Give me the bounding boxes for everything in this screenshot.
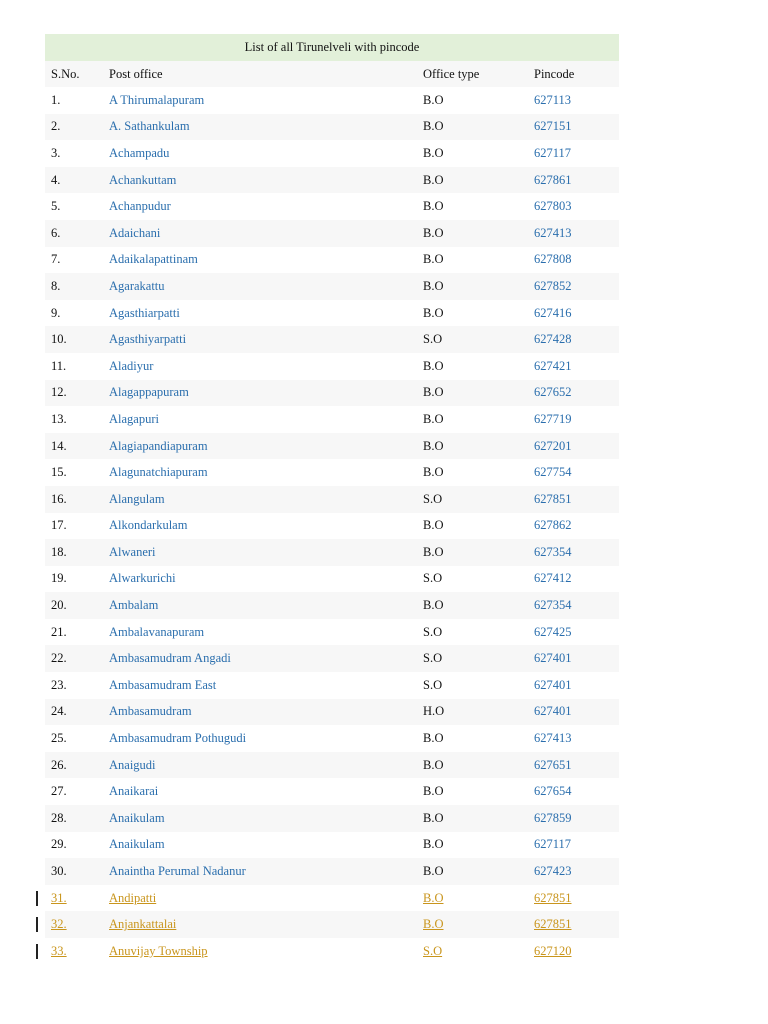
- row-sno: 30.: [51, 864, 67, 879]
- office-type-value: S.O: [423, 332, 443, 347]
- row-office-type: [423, 864, 534, 879]
- selection-marker: [36, 891, 38, 906]
- post-office-link[interactable]: Adaichani: [109, 225, 161, 240]
- post-office-link[interactable]: Ambasamudram Angadi: [109, 651, 231, 666]
- row-pincode: [534, 93, 619, 108]
- row-post-office: [109, 199, 423, 214]
- pincode-link[interactable]: 627851: [534, 917, 572, 932]
- post-office-link[interactable]: Andipatti: [109, 890, 157, 905]
- office-type-value: B.O: [423, 225, 444, 240]
- office-type-value: S.O: [423, 624, 443, 639]
- row-office-type: [423, 332, 534, 347]
- row-sno: 5.: [51, 199, 61, 214]
- row-post-office: [109, 864, 423, 879]
- row-office-type: [423, 545, 534, 560]
- post-office-link[interactable]: Anuvijay Township: [109, 943, 208, 958]
- table-row: [45, 513, 619, 540]
- post-office-link[interactable]: A. Sathankulam: [109, 119, 190, 134]
- row-office-type: [423, 758, 534, 773]
- row-post-office: [109, 306, 423, 321]
- office-type-value: B.O: [423, 119, 444, 134]
- row-post-office: [109, 279, 423, 294]
- pincode-link[interactable]: 627851: [534, 890, 572, 905]
- pincode-link[interactable]: 627852: [534, 278, 572, 293]
- row-sno: 12.: [51, 385, 67, 400]
- row-pincode: [534, 891, 619, 906]
- row-post-office: [109, 917, 423, 932]
- post-office-link[interactable]: Anaikulam: [109, 837, 165, 852]
- table-row: [45, 326, 619, 353]
- table-row: [45, 858, 619, 885]
- office-type-value: S.O: [423, 491, 443, 506]
- pincode-table: [45, 34, 619, 965]
- row-sno: 25.: [51, 731, 67, 746]
- pincode-link[interactable]: 627803: [534, 199, 572, 214]
- row-sno: 11.: [51, 358, 67, 373]
- office-type-value: B.O: [423, 784, 444, 799]
- row-office-type: [423, 306, 534, 321]
- row-pincode: [534, 412, 619, 427]
- row-sno: 6.: [51, 225, 61, 240]
- pincode-link[interactable]: 627120: [534, 943, 572, 958]
- row-post-office: [109, 598, 423, 613]
- office-type-value: B.O: [423, 252, 444, 267]
- row-office-type: [423, 811, 534, 826]
- post-office-link[interactable]: Alagapuri: [109, 411, 159, 426]
- pincode-link[interactable]: 627413: [534, 731, 572, 746]
- row-pincode: [534, 811, 619, 826]
- row-post-office: [109, 119, 423, 134]
- row-office-type: [423, 279, 534, 294]
- office-type-value: B.O: [423, 731, 444, 746]
- table-row: [45, 885, 619, 912]
- header-office-type: Office type: [423, 66, 480, 81]
- pincode-link[interactable]: 627401: [534, 651, 572, 666]
- row-pincode: [534, 119, 619, 134]
- table-row: [45, 220, 619, 247]
- office-type-value: H.O: [423, 704, 445, 719]
- table-row: [45, 592, 619, 619]
- post-office-link[interactable]: Anaikulam: [109, 810, 165, 825]
- pincode-link[interactable]: 627719: [534, 411, 572, 426]
- row-sno: 8.: [51, 278, 61, 293]
- post-office-link[interactable]: Alagappapuram: [109, 385, 189, 400]
- table-row: [45, 619, 619, 646]
- row-sno: 33.: [51, 943, 67, 958]
- post-office-link[interactable]: Agarakattu: [109, 278, 165, 293]
- post-office-link[interactable]: Anjankattalai: [109, 917, 177, 932]
- table-row: [45, 539, 619, 566]
- post-office-link[interactable]: Alwaneri: [109, 544, 156, 559]
- table-row: [45, 486, 619, 513]
- pincode-link[interactable]: 627654: [534, 784, 572, 799]
- row-office-type: [423, 837, 534, 852]
- pincode-link[interactable]: 627113: [534, 92, 572, 107]
- table-row: [45, 725, 619, 752]
- post-office-link[interactable]: Adaikalapattinam: [109, 252, 198, 267]
- row-post-office: [109, 465, 423, 480]
- row-pincode: [534, 625, 619, 640]
- row-pincode: [534, 837, 619, 852]
- office-type-value: B.O: [423, 411, 444, 426]
- table-row: [45, 911, 619, 938]
- office-type-value: B.O: [423, 518, 444, 533]
- office-type-value: B.O: [423, 757, 444, 772]
- office-type-value: B.O: [423, 438, 444, 453]
- post-office-link[interactable]: Ambasamudram Pothugudi: [109, 731, 247, 746]
- row-office-type: [423, 518, 534, 533]
- post-office-link[interactable]: Achanpudur: [109, 199, 171, 214]
- pincode-link[interactable]: 627151: [534, 119, 572, 134]
- pincode-link[interactable]: 627652: [534, 385, 572, 400]
- row-post-office: [109, 545, 423, 560]
- office-type-value: B.O: [423, 465, 444, 480]
- header-pincode: Pincode: [534, 66, 575, 81]
- row-pincode: [534, 598, 619, 613]
- post-office-link[interactable]: Anaintha Perumal Nadanur: [109, 864, 246, 879]
- row-post-office: [109, 146, 423, 161]
- row-office-type: [423, 199, 534, 214]
- row-pincode: [534, 146, 619, 161]
- pincode-link[interactable]: 627651: [534, 757, 572, 772]
- row-sno: 29.: [51, 837, 67, 852]
- row-sno: 19.: [51, 571, 67, 586]
- table-row: [45, 459, 619, 486]
- row-sno: 28.: [51, 810, 67, 825]
- row-post-office: [109, 359, 423, 374]
- row-pincode: [534, 226, 619, 241]
- office-type-value[interactable]: B.O: [423, 890, 444, 905]
- row-office-type: [423, 917, 534, 932]
- row-post-office: [109, 332, 423, 347]
- post-office-link[interactable]: Alkondarkulam: [109, 518, 188, 533]
- row-post-office: [109, 93, 423, 108]
- office-type-value: B.O: [423, 864, 444, 879]
- header-post-office: Post office: [109, 66, 163, 81]
- table-row: [45, 87, 619, 114]
- row-pincode: [534, 385, 619, 400]
- table-body: [45, 87, 619, 965]
- row-post-office: [109, 891, 423, 906]
- pincode-link[interactable]: 627413: [534, 225, 572, 240]
- row-office-type: [423, 146, 534, 161]
- table-row: [45, 805, 619, 832]
- table-row: [45, 114, 619, 141]
- row-post-office: [109, 412, 423, 427]
- post-office-link[interactable]: Alagiapandiapuram: [109, 438, 208, 453]
- row-post-office: [109, 731, 423, 746]
- row-pincode: [534, 864, 619, 879]
- office-type-value: S.O: [423, 651, 443, 666]
- row-office-type: [423, 678, 534, 693]
- row-post-office: [109, 651, 423, 666]
- office-type-value: B.O: [423, 810, 444, 825]
- row-sno: 27.: [51, 784, 67, 799]
- row-pincode: [534, 651, 619, 666]
- row-pincode: [534, 678, 619, 693]
- pincode-link[interactable]: 627354: [534, 544, 572, 559]
- row-sno: 17.: [51, 518, 67, 533]
- office-type-value: B.O: [423, 837, 444, 852]
- pincode-link[interactable]: 627401: [534, 677, 572, 692]
- office-type-value: B.O: [423, 385, 444, 400]
- office-type-value: S.O: [423, 677, 443, 692]
- row-office-type: [423, 465, 534, 480]
- row-post-office: [109, 704, 423, 719]
- selection-marker: [36, 917, 38, 932]
- row-post-office: [109, 944, 423, 959]
- post-office-link[interactable]: Aladiyur: [109, 358, 154, 373]
- table-row: [45, 752, 619, 779]
- row-sno: 23.: [51, 677, 67, 692]
- row-pincode: [534, 917, 619, 932]
- table-row: [45, 406, 619, 433]
- row-sno: 9.: [51, 305, 61, 320]
- row-sno: 18.: [51, 544, 67, 559]
- row-office-type: [423, 119, 534, 134]
- table-row: [45, 353, 619, 380]
- row-sno: 32.: [51, 917, 67, 932]
- row-pincode: [534, 359, 619, 374]
- post-office-link[interactable]: Ambalavanapuram: [109, 624, 205, 639]
- row-office-type: [423, 651, 534, 666]
- row-sno: 10.: [51, 332, 67, 347]
- row-sno: 3.: [51, 145, 61, 160]
- row-office-type: [423, 571, 534, 586]
- table-row: [45, 832, 619, 859]
- pincode-link[interactable]: 627423: [534, 864, 572, 879]
- table-row: [45, 645, 619, 672]
- header-sno: S.No.: [51, 66, 80, 81]
- row-sno: 16.: [51, 491, 67, 506]
- table-row: [45, 699, 619, 726]
- row-post-office: [109, 518, 423, 533]
- row-office-type: [423, 944, 534, 959]
- pincode-link[interactable]: 627425: [534, 624, 572, 639]
- pincode-link[interactable]: 627421: [534, 358, 572, 373]
- office-type-value: B.O: [423, 358, 444, 373]
- row-post-office: [109, 784, 423, 799]
- row-post-office: [109, 837, 423, 852]
- row-office-type: [423, 731, 534, 746]
- pincode-link[interactable]: 627412: [534, 571, 572, 586]
- office-type-value: B.O: [423, 278, 444, 293]
- office-type-value: B.O: [423, 92, 444, 107]
- post-office-link[interactable]: Anaigudi: [109, 757, 156, 772]
- table-row: [45, 300, 619, 327]
- row-post-office: [109, 571, 423, 586]
- row-pincode: [534, 439, 619, 454]
- post-office-link[interactable]: Anaikarai: [109, 784, 159, 799]
- office-type-value: B.O: [423, 305, 444, 320]
- row-office-type: [423, 173, 534, 188]
- post-office-link[interactable]: Achankuttam: [109, 172, 177, 187]
- row-sno: 13.: [51, 411, 67, 426]
- pincode-link[interactable]: 627117: [534, 145, 572, 160]
- row-office-type: [423, 625, 534, 640]
- table-row: [45, 140, 619, 167]
- office-type-value: B.O: [423, 172, 444, 187]
- row-pincode: [534, 306, 619, 321]
- pincode-link[interactable]: 627851: [534, 491, 572, 506]
- row-office-type: [423, 226, 534, 241]
- row-post-office: [109, 758, 423, 773]
- pincode-link[interactable]: 627201: [534, 438, 572, 453]
- row-post-office: [109, 385, 423, 400]
- table-row: [45, 193, 619, 220]
- row-pincode: [534, 173, 619, 188]
- table-title: List of all Tirunelveli with pincode: [45, 34, 619, 61]
- row-pincode: [534, 545, 619, 560]
- table-header-row: [45, 61, 619, 87]
- row-post-office: [109, 492, 423, 507]
- row-sno: 21.: [51, 624, 67, 639]
- post-office-link[interactable]: Agasthiarpatti: [109, 305, 180, 320]
- row-office-type: [423, 704, 534, 719]
- pincode-link[interactable]: 627861: [534, 172, 572, 187]
- row-sno: 4.: [51, 172, 61, 187]
- row-office-type: [423, 359, 534, 374]
- pincode-link[interactable]: 627354: [534, 598, 572, 613]
- table-row: [45, 433, 619, 460]
- row-pincode: [534, 518, 619, 533]
- office-type-value[interactable]: S.O: [423, 943, 443, 958]
- office-type-value: B.O: [423, 544, 444, 559]
- row-office-type: [423, 93, 534, 108]
- table-row: [45, 167, 619, 194]
- row-pincode: [534, 704, 619, 719]
- pincode-link[interactable]: 627862: [534, 518, 572, 533]
- row-pincode: [534, 199, 619, 214]
- row-sno: 31.: [51, 890, 67, 905]
- pincode-link[interactable]: 627117: [534, 837, 572, 852]
- post-office-link[interactable]: Alangulam: [109, 491, 165, 506]
- row-sno: 26.: [51, 757, 67, 772]
- pincode-link[interactable]: 627416: [534, 305, 572, 320]
- post-office-link[interactable]: A Thirumalapuram: [109, 92, 205, 107]
- row-post-office: [109, 439, 423, 454]
- post-office-link[interactable]: Ambasamudram East: [109, 677, 217, 692]
- office-type-value: B.O: [423, 598, 444, 613]
- pincode-link[interactable]: 627401: [534, 704, 572, 719]
- row-office-type: [423, 439, 534, 454]
- post-office-link[interactable]: Ambalam: [109, 598, 159, 613]
- row-office-type: [423, 891, 534, 906]
- row-office-type: [423, 784, 534, 799]
- row-post-office: [109, 173, 423, 188]
- row-office-type: [423, 412, 534, 427]
- row-office-type: [423, 385, 534, 400]
- table-row: [45, 566, 619, 593]
- row-sno: 7.: [51, 252, 61, 267]
- row-pincode: [534, 784, 619, 799]
- table-row: [45, 778, 619, 805]
- pincode-link[interactable]: 627754: [534, 465, 572, 480]
- row-pincode: [534, 758, 619, 773]
- table-row: [45, 672, 619, 699]
- row-office-type: [423, 252, 534, 267]
- table-row: [45, 273, 619, 300]
- row-post-office: [109, 252, 423, 267]
- row-sno: 24.: [51, 704, 67, 719]
- row-pincode: [534, 492, 619, 507]
- post-office-link[interactable]: Alagunatchiapuram: [109, 465, 208, 480]
- office-type-value[interactable]: B.O: [423, 917, 444, 932]
- pincode-link[interactable]: 627808: [534, 252, 572, 267]
- table-row: [45, 380, 619, 407]
- post-office-link[interactable]: Ambasamudram: [109, 704, 192, 719]
- post-office-link[interactable]: Achampadu: [109, 145, 170, 160]
- row-sno: 15.: [51, 465, 67, 480]
- row-pincode: [534, 279, 619, 294]
- row-pincode: [534, 944, 619, 959]
- office-type-value: B.O: [423, 199, 444, 214]
- office-type-value: S.O: [423, 571, 443, 586]
- table-row: [45, 247, 619, 274]
- office-type-value: B.O: [423, 145, 444, 160]
- row-office-type: [423, 492, 534, 507]
- row-post-office: [109, 226, 423, 241]
- pincode-link[interactable]: 627859: [534, 810, 572, 825]
- row-pincode: [534, 571, 619, 586]
- row-sno: 22.: [51, 651, 67, 666]
- row-sno: 14.: [51, 438, 67, 453]
- post-office-link[interactable]: Agasthiyarpatti: [109, 332, 187, 347]
- row-post-office: [109, 678, 423, 693]
- row-sno: 1.: [51, 92, 61, 107]
- row-pincode: [534, 252, 619, 267]
- row-pincode: [534, 465, 619, 480]
- table-row: [45, 938, 619, 965]
- post-office-link[interactable]: Alwarkurichi: [109, 571, 176, 586]
- row-post-office: [109, 811, 423, 826]
- row-sno: 2.: [51, 119, 61, 134]
- row-pincode: [534, 731, 619, 746]
- row-post-office: [109, 625, 423, 640]
- row-sno: 20.: [51, 598, 67, 613]
- row-office-type: [423, 598, 534, 613]
- row-pincode: [534, 332, 619, 347]
- selection-marker: [36, 944, 38, 959]
- pincode-link[interactable]: 627428: [534, 332, 572, 347]
